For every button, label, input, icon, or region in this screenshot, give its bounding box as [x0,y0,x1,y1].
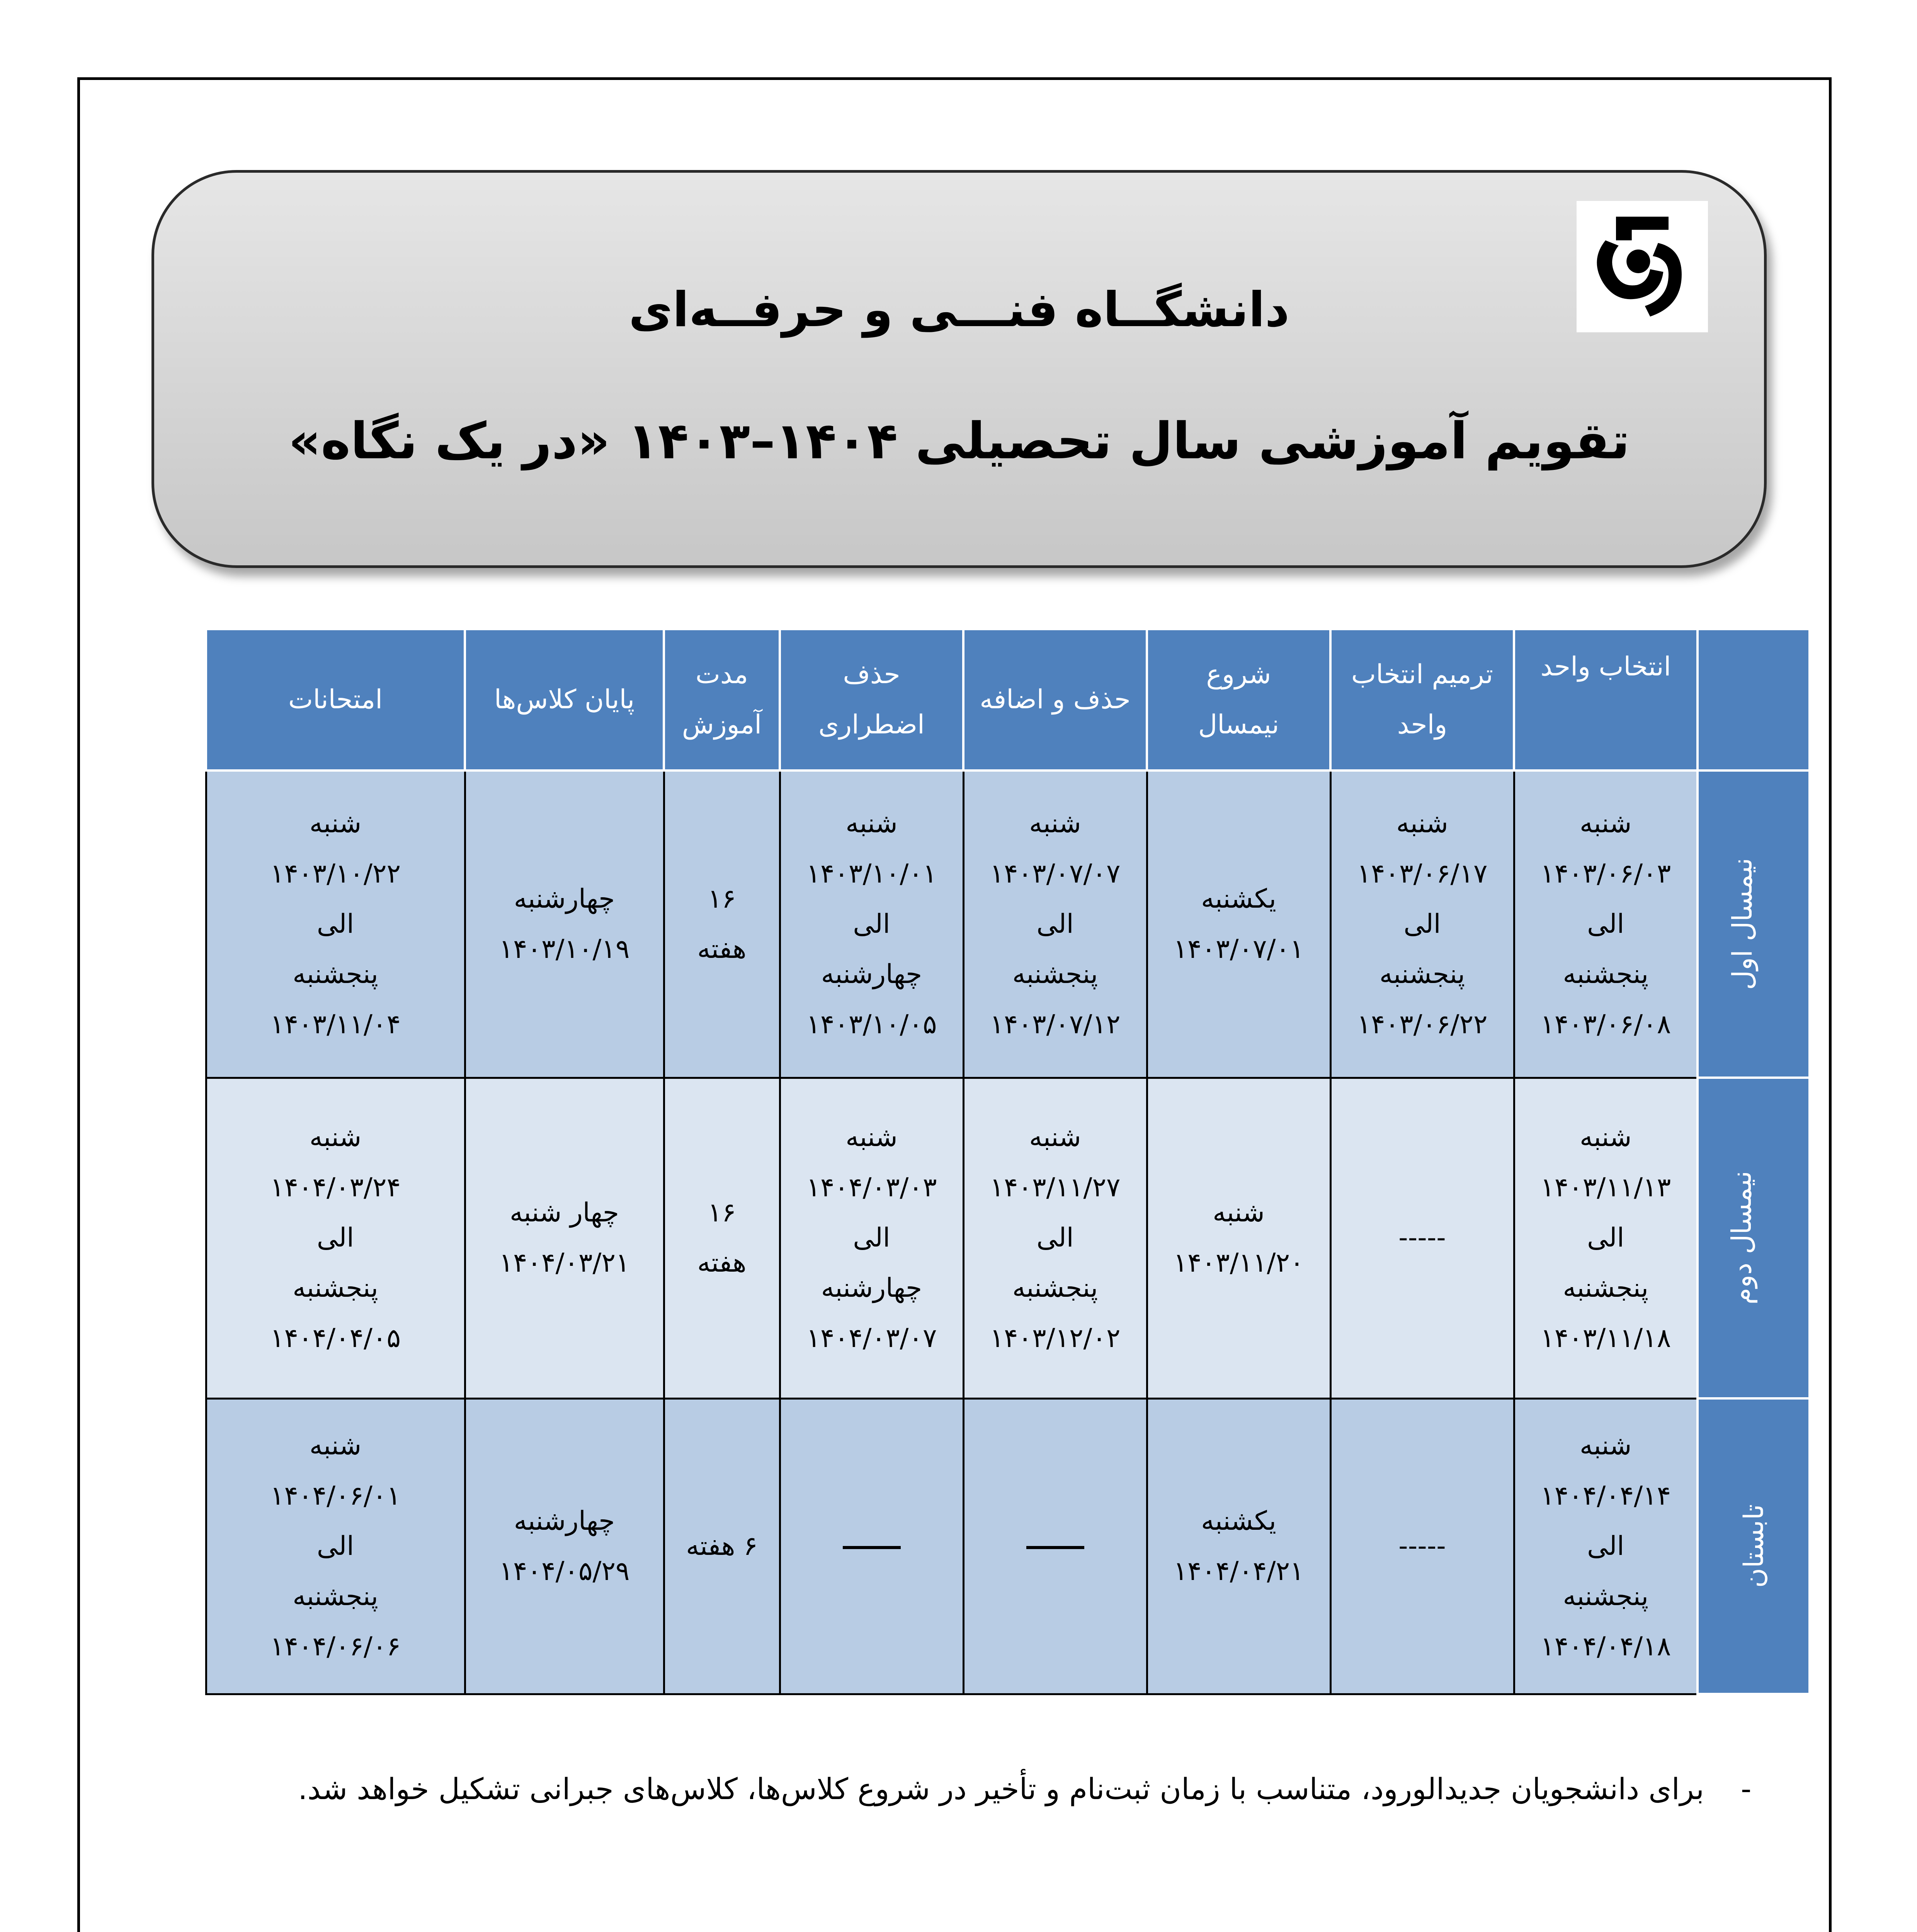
dash-mark [843,1546,901,1549]
cell-emergency-drop: شنبه ۱۴۰۳/۱۰/۰۱ الی چهارشنبه ۱۴۰۳/۱۰/۰۵ [780,770,963,1078]
row-label: نیمسال اول [1698,770,1810,1078]
cell-duration: ۱۶ هفته [664,770,780,1078]
cell-semester-start: یکشنبه ۱۴۰۴/۰۴/۲۱ [1147,1398,1330,1694]
cell-emergency-drop [780,1398,963,1694]
academic-calendar-table [205,628,1811,1695]
table-row [206,1398,1810,1694]
table-row [206,770,1810,1078]
row-label: تابستان [1698,1398,1810,1694]
col-header-corner [1698,629,1810,770]
cell-unit-selection: شنبه ۱۴۰۴/۰۴/۱۴ الی پنجشنبه ۱۴۰۴/۰۴/۱۸ [1514,1398,1698,1694]
cell-add-drop: شنبه ۱۴۰۳/۱۱/۲۷ الی پنجشنبه ۱۴۰۳/۱۲/۰۲ [963,1078,1147,1398]
col-header-add-drop: حذف و اضافه [963,629,1147,770]
col-header-semester-start: شروع نیمسال [1147,629,1330,770]
col-header-duration: مدت آموزش [664,629,780,770]
cell-add-drop [963,1398,1147,1694]
note-text: برای دانشجویان جدیدالورود، متناسب با زمان ثبت‌نام و تأخیر در شروع کلاس‌ها، کلاس‌های جبرانی تشکیل خواهد شد. [298,1772,1704,1806]
cell-unit-adjust: ----- [1330,1398,1514,1694]
row-label: نیمسال دوم [1698,1078,1810,1398]
col-header-classes-end: پایان کلاس‌ها [465,629,664,770]
cell-semester-start: شنبه ۱۴۰۳/۱۱/۲۰ [1147,1078,1330,1398]
cell-unit-adjust: شنبه ۱۴۰۳/۰۶/۱۷ الی پنجشنبه ۱۴۰۳/۰۶/۲۲ [1330,770,1514,1078]
cell-exams: شنبه ۱۴۰۴/۰۳/۲۴ الی پنجشنبه ۱۴۰۴/۰۴/۰۵ [206,1078,465,1398]
cell-semester-start: یکشنبه ۱۴۰۳/۰۷/۰۱ [1147,770,1330,1078]
cell-duration: ۱۶ هفته [664,1078,780,1398]
cell-duration: ۶ هفته [664,1398,780,1694]
cell-unit-adjust: ----- [1330,1078,1514,1398]
calendar-title: تقویم آموزشی سال تحصیلی ۱۴۰۴–۱۴۰۳ «در یک نگاه» [288,412,1630,470]
cell-emergency-drop: شنبه ۱۴۰۴/۰۳/۰۳ الی چهارشنبه ۱۴۰۴/۰۳/۰۷ [780,1078,963,1398]
cell-classes-end: چهارشنبه ۱۴۰۴/۰۵/۲۹ [465,1398,664,1694]
cell-unit-selection: شنبه ۱۴۰۳/۰۶/۰۳ الی پنجشنبه ۱۴۰۳/۰۶/۰۸ [1514,770,1698,1078]
cell-classes-end: چهارشنبه ۱۴۰۳/۱۰/۱۹ [465,770,664,1078]
university-name: دانشگــاه فنـــی و حرفــه‌ای [628,282,1290,338]
col-header-unit-selection: انتخاب واحد [1514,629,1698,770]
dash-mark [1026,1546,1084,1549]
cell-unit-selection: شنبه ۱۴۰۳/۱۱/۱۳ الی پنجشنبه ۱۴۰۳/۱۱/۱۸ [1514,1078,1698,1398]
note-bullet: - [1741,1772,1752,1806]
col-header-emergency-drop: حذف اضطراری [780,629,963,770]
col-header-exams: امتحانات [206,629,465,770]
cell-classes-end: چهار شنبه ۱۴۰۴/۰۳/۲۱ [465,1078,664,1398]
col-header-unit-adjust: ترمیم انتخاب واحد [1330,629,1514,770]
cell-exams: شنبه ۱۴۰۴/۰۶/۰۱ الی پنجشنبه ۱۴۰۴/۰۶/۰۶ [206,1398,465,1694]
header-box [151,170,1767,568]
cell-add-drop: شنبه ۱۴۰۳/۰۷/۰۷ الی پنجشنبه ۱۴۰۳/۰۷/۱۲ [963,770,1147,1078]
cell-exams: شنبه ۱۴۰۳/۱۰/۲۲ الی پنجشنبه ۱۴۰۳/۱۱/۰۴ [206,770,465,1078]
table-row [206,1078,1810,1398]
table-header-row [206,629,1810,770]
